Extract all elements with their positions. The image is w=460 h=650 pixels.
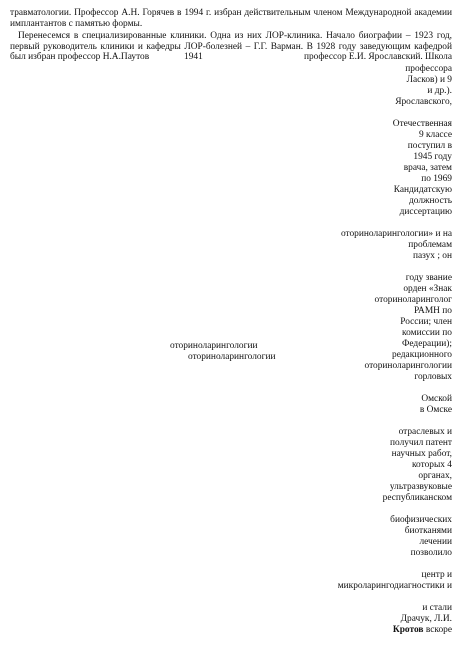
text-line: первый руководитель клиники и кафедры ЛОР-болезней – Г.Г. Варман. В 1928 году заведующим кафедрой	[10, 41, 452, 52]
text-line: был избран профессор Н.А.Паутов	[10, 52, 150, 62]
text-fragment: 1945 году	[413, 152, 452, 162]
text-fragment: проблемам	[408, 240, 452, 250]
text-fragment: республиканском	[382, 493, 452, 503]
text-fragment: России; член	[400, 317, 452, 327]
text-fragment: профессор Е.И. Ярославский. Школа	[303, 52, 452, 62]
text-fragment: биофизических	[390, 515, 452, 525]
text-fragment: году звание	[405, 273, 452, 283]
text-fragment: Драчук, Л.И.	[400, 614, 452, 624]
text-fragment: научных работ,	[391, 449, 452, 459]
text-fragment: оториноларингологии	[364, 361, 452, 371]
text-fragment: РАМН по	[414, 306, 452, 316]
text-fragment: Ярославского,	[395, 97, 452, 107]
text-fragment: Ласков) и 9	[406, 75, 452, 85]
text-fragment: получил патент	[389, 438, 452, 448]
text-fragment: врача, затем	[403, 163, 452, 173]
text-line: травматологии. Профессор А.Н. Горячев в 1994 г. избран действительным членом Международной академии	[10, 8, 452, 18]
text-fragment: оториноларингологии	[188, 352, 276, 362]
text-fragment: ультразвуковые	[389, 482, 452, 492]
text-fragment: оториноларингологии» и на	[340, 229, 452, 239]
text-fragment: позволило	[410, 548, 452, 558]
text-fragment: профессора	[405, 64, 452, 74]
text-fragment: редакционного	[392, 350, 452, 360]
bold-name: Кротов	[392, 625, 424, 635]
text-line: Перенесемся в специализированные клиники. Одна из них ЛОР-клиника. Начало биографии – 1923 год,	[18, 31, 452, 41]
text-fragment: биотканями	[404, 526, 452, 536]
text-fragment: лечении	[419, 537, 452, 547]
text-fragment: 9 классе	[418, 130, 452, 140]
text-fragment: в Омске	[419, 405, 452, 415]
text-fragment: орден «Знак	[403, 284, 452, 294]
text-fragment: микроларингодиагностики и	[337, 581, 452, 591]
text-fragment: 1941	[184, 52, 203, 62]
text-fragment: центр и	[421, 570, 452, 580]
text-line-last	[393, 625, 452, 636]
text-fragment: должность	[409, 196, 452, 206]
text-fragment: Отечественная	[392, 119, 452, 129]
text-fragment: поступил в	[407, 141, 452, 151]
text-fragment: оториноларингологии	[170, 341, 258, 351]
text-fragment: которых 4	[411, 460, 452, 470]
text-fragment: вскоре	[423, 625, 452, 635]
second-paragraph	[10, 31, 452, 52]
text-fragment: и др.).	[427, 86, 452, 96]
top-paragraph	[10, 8, 452, 29]
text-fragment: оториноларинголог	[374, 295, 452, 305]
text-fragment: Федерации);	[401, 339, 452, 349]
text-fragment: Кандидатскую	[393, 185, 452, 195]
text-fragment: горловых	[414, 372, 452, 382]
text-fragment: Омской	[421, 394, 452, 404]
text-fragment: и стали	[422, 603, 452, 613]
text-fragment: по 1969	[421, 174, 452, 184]
text-fragment: отраслевых и	[398, 427, 452, 437]
text-fragment: комиссии по	[402, 328, 452, 338]
text-fragment: пазух ; он	[412, 251, 452, 261]
text-line: имплантантов с памятью формы.	[10, 18, 143, 29]
text-fragment: органах,	[418, 471, 452, 481]
text-fragment: диссертацию	[399, 207, 452, 217]
